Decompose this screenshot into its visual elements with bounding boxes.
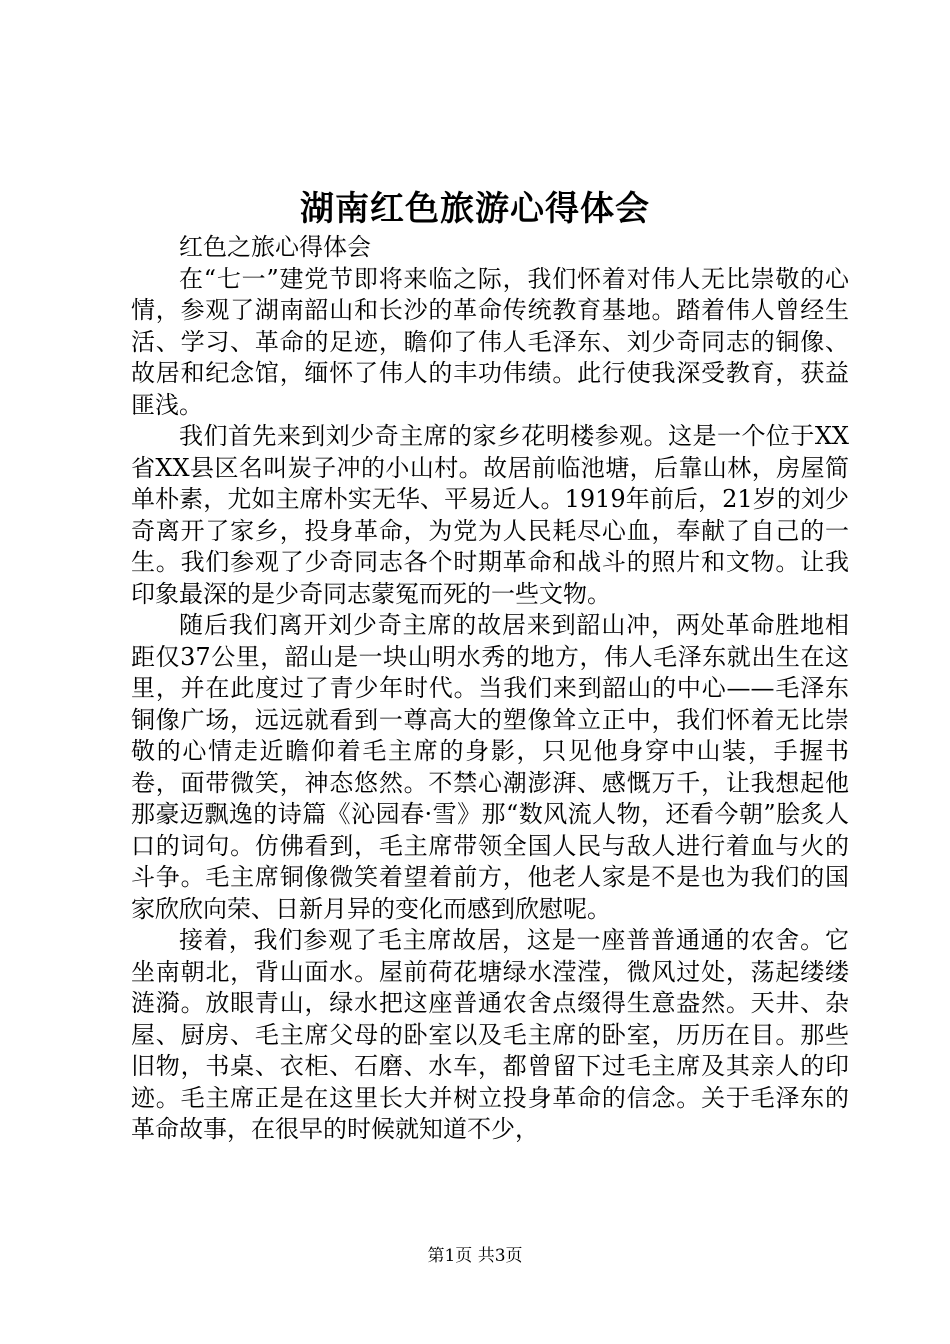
paragraph: 接着，我们参观了毛主席故居，这是一座普普通通的农舍。它坐南朝北，背山面水。屋前荷花塘绿水滢滢，微风过处，荡起缕缕涟漪。放眼青山，绿水把这座普通农舍点缀得生意盎然。天井、杂屋、厨房、毛主席父母的卧室以及毛主席的卧室，历历在目。那些旧物，书桌、衣柜、石磨、水车，都曾留下过毛主席及其亲人的印迹。毛主席正是在这里长大并树立投身革命的信念。关于毛泽东的革命故事，在很早的时候就知道不少， (131, 926, 849, 1143)
paragraph: 我们首先来到刘少奇主席的家乡花明楼参观。这是一个位于XX省XX县区名叫炭子冲的小山村。故居前临池塘，后靠山林，房屋简单朴素，尤如主席朴实无华、平易近人。1919年前后，21岁的刘少奇离开了家乡，投身革命，为党为人民耗尽心血，奉献了自己的一生。我们参观了少奇同志各个时期革命和战斗的照片和文物。让我印象最深的是少奇同志蒙冤而死的一些文物。 (131, 422, 849, 608)
subtitle: 红色之旅心得体会 (179, 233, 371, 261)
document-body (131, 232, 849, 1146)
page-footer: 第1页 共3页 (427, 1246, 523, 1266)
page-title: 湖南红色旅游心得体会 (300, 189, 650, 229)
paragraph: 在“七一”建党节即将来临之际，我们怀着对伟人无比崇敬的心情，参观了湖南韶山和长沙的革命传统教育基地。踏着伟人曾经生活、学习、革命的足迹，瞻仰了伟人毛泽东、刘少奇同志的铜像、故居和纪念馆，缅怀了伟人的丰功伟绩。此行使我深受教育，获益匪浅。 (131, 264, 849, 419)
paragraph: 随后我们离开刘少奇主席的故居来到韶山冲，两处革命胜地相距仅37公里，韶山是一块山明水秀的地方，伟人毛泽东就出生在这里，并在此度过了青少年时代。当我们来到韶山的中心——毛泽东铜像广场，远远就看到一尊高大的塑像耸立正中，我们怀着无比崇敬的心情走近瞻仰着毛主席的身影，只见他身穿中山装，手握书卷，面带微笑，神态悠然。不禁心潮澎湃、感慨万千，让我想起他那豪迈飘逸的诗篇《沁园春·雪》那“数风流人物，还看今朝”脍炙人口的词句。仿佛看到，毛主席带领全国人民与敌人进行着血与火的斗争。毛主席铜像微笑着望着前方，他老人家是不是也为我们的国家欣欣向荣、日新月异的变化而感到欣慰呢。 (131, 611, 849, 923)
